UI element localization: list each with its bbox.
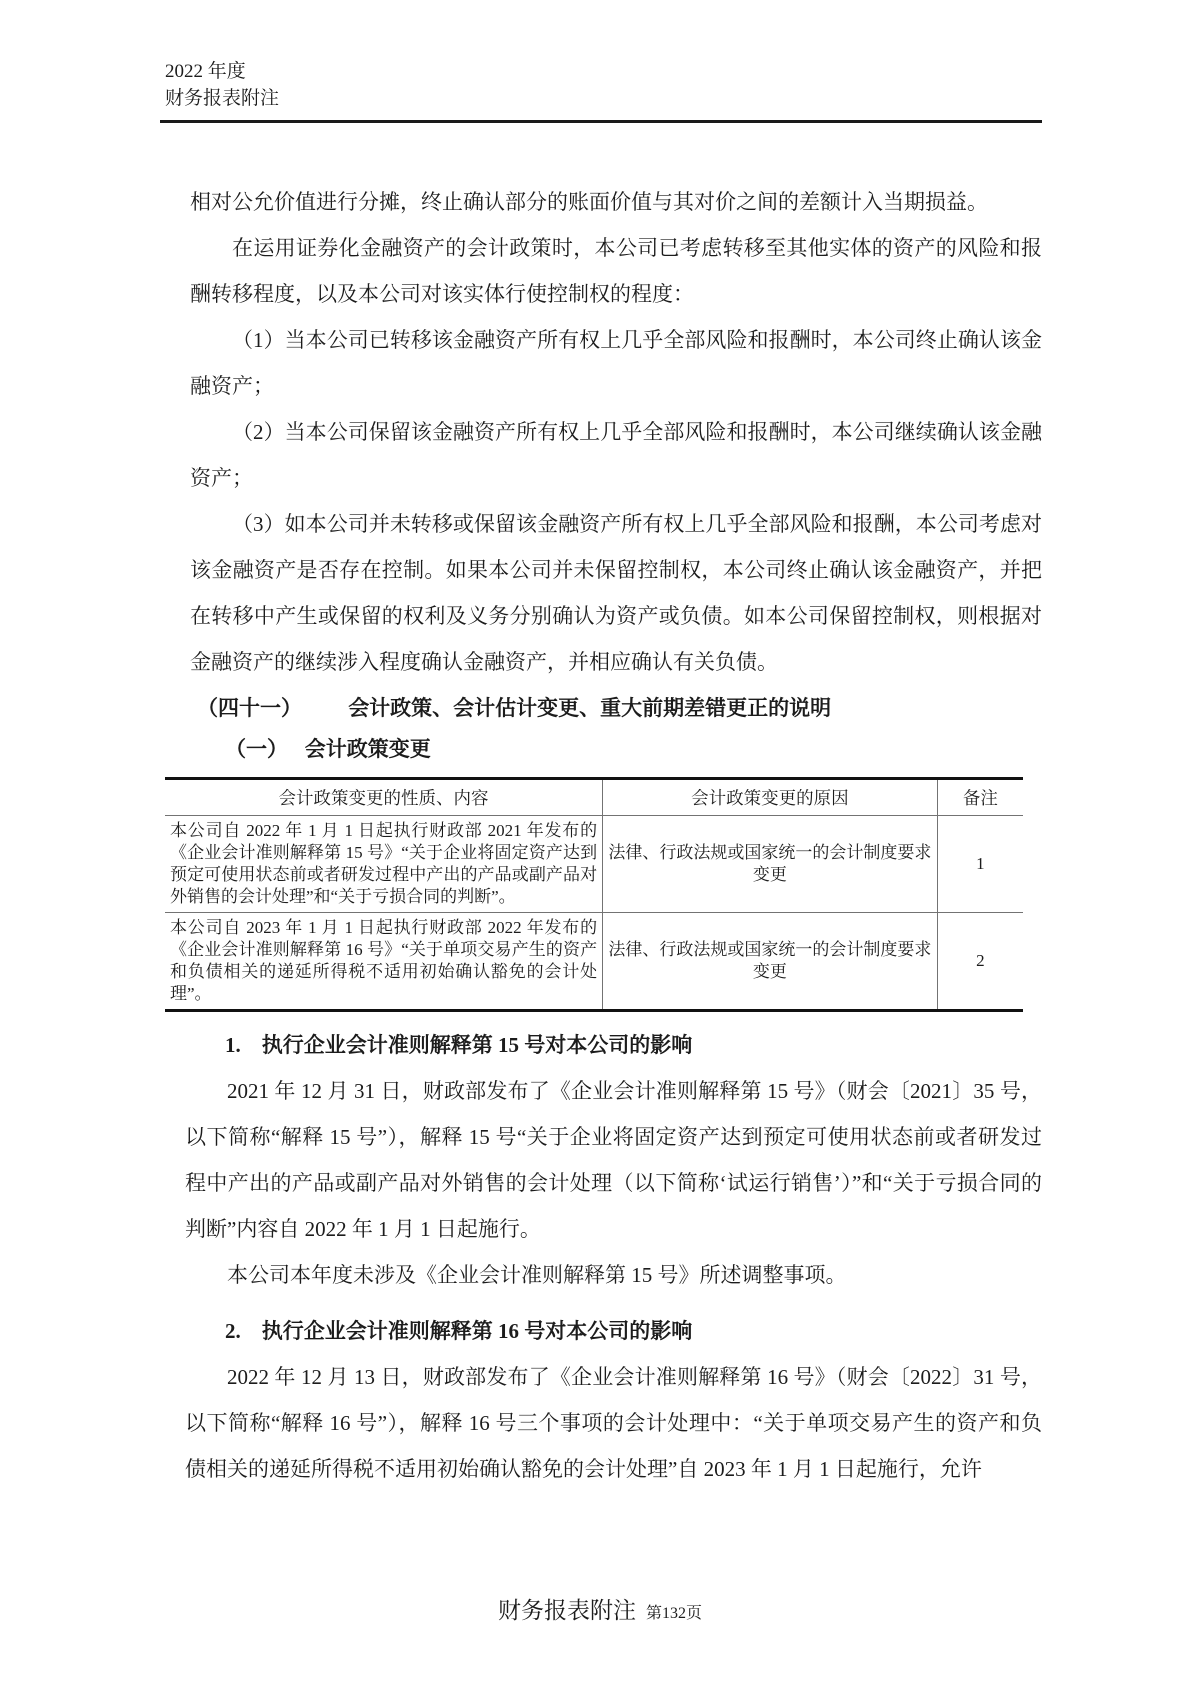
cell-note: 2 — [976, 951, 985, 970]
section-1 — [165, 1022, 1042, 1298]
col-header-note: 备注 — [937, 779, 1023, 816]
section-1-title: 执行企业会计准则解释第 15 号对本公司的影响 — [261, 1033, 693, 1057]
section-1-heading — [165, 1022, 1042, 1068]
col-header-nature: 会计政策变更的性质、内容 — [165, 779, 603, 816]
section-2-heading — [165, 1308, 1042, 1354]
footer-page-number: 第132页 — [645, 1605, 702, 1622]
paragraph: （1）当本公司已转移该金融资产所有权上几乎全部风险和报酬时，本公司终止确认该金融资产； — [190, 328, 1042, 398]
section-41-title: 会计政策、会计估计变更、重大前期差错更正的说明 — [348, 696, 832, 720]
paragraph: 2022 年 12 月 13 日，财政部发布了《企业会计准则解释第 16 号》（财会〔2022〕31 号，以下简称“解释 16 号”），解释 16 号三个事项的会计处理中：“关于单项交易产生的资产和负债相关的递延所得税不适用初始确认豁免的会计处理”自 2023 年 1 月 1 日起施行，允许 — [185, 1365, 1042, 1481]
cell-nature: 本公司自 2023 年 1 月 1 日起执行财政部 2022 年发布的《企业会计准则解释第 16 号》“关于单项交易产生的资产和负债相关的递延所得税不适用初始确认豁免的会计处理”。 — [165, 913, 603, 1011]
subsection-1-number: （一） — [225, 737, 288, 761]
subsection-1-heading — [165, 729, 1042, 769]
cell-reason: 法律、行政法规或国家统一的会计制度要求变更 — [603, 816, 938, 913]
section-2-number: 2. — [225, 1319, 241, 1343]
paragraph: 相对公允价值进行分摊，终止确认部分的账面价值与其对价之间的差额计入当期损益。 — [190, 190, 988, 214]
paragraph: （2）当本公司保留该金融资产所有权上几乎全部风险和报酬时，本公司继续确认该金融资产； — [190, 420, 1042, 490]
section-1-number: 1. — [225, 1033, 241, 1057]
section-2 — [165, 1308, 1042, 1492]
section-41-number: （四十一） — [197, 696, 302, 720]
cell-note: 1 — [937, 816, 1023, 913]
table-row — [165, 816, 1023, 913]
table-header-row — [165, 779, 1023, 816]
section-2-title: 执行企业会计准则解释第 16 号对本公司的影响 — [261, 1319, 693, 1343]
header-year-line: 2022 年度 — [165, 61, 246, 82]
paragraph: 2021 年 12 月 31 日，财政部发布了《企业会计准则解释第 15 号》（财会〔2021〕35 号，以下简称“解释 15 号”），解释 15 号“关于企业将固定资产达到预定可使用状态前或者研发过程中产出的产品或副产品对外销售的会计处理（以下简称‘试运行销售’）”和“关于亏损合同的判断”内容自 2022 年 1 月 1 日起施行。 — [185, 1079, 1042, 1241]
paragraph: 本公司本年度未涉及《企业会计准则解释第 15 号》所述调整事项。 — [227, 1263, 847, 1287]
section-41-heading — [165, 687, 1042, 729]
page-footer — [0, 1592, 1200, 1625]
paragraph: 在运用证券化金融资产的会计政策时，本公司已考虑转移至其他实体的资产的风险和报酬转移程度，以及本公司对该实体行使控制权的程度： — [190, 236, 1042, 306]
cell-reason: 法律、行政法规或国家统一的会计制度要求变更 — [603, 913, 938, 1011]
subsection-1-title: 会计政策变更 — [304, 737, 431, 761]
footer-title: 财务报表附注 — [497, 1598, 636, 1623]
policy-change-table — [165, 777, 1023, 1012]
page-content — [165, 123, 1042, 1492]
paragraph: （3）如本公司并未转移或保留该金融资产所有权上几乎全部风险和报酬，本公司考虑对该金融资产是否存在控制。如果本公司并未保留控制权，本公司终止确认该金融资产，并把在转移中产生或保留的权利及义务分别确认为资产或负债。如本公司保留控制权，则根据对金融资产的继续涉入程度确认金融资产，并相应确认有关负债。 — [190, 512, 1042, 674]
col-header-reason: 会计政策变更的原因 — [603, 779, 938, 816]
table-row — [165, 913, 1023, 1011]
cell-nature: 本公司自 2022 年 1 月 1 日起执行财政部 2021 年发布的《企业会计准则解释第 15 号》“关于企业将固定资产达到预定可使用状态前或者研发过程中产出的产品或副产品对外销售的会计处理”和“关于亏损合同的判断”。 — [165, 816, 603, 913]
running-header — [165, 58, 1040, 112]
header-doc-title: 财务报表附注 — [165, 88, 280, 109]
body-paragraphs — [165, 179, 1042, 685]
